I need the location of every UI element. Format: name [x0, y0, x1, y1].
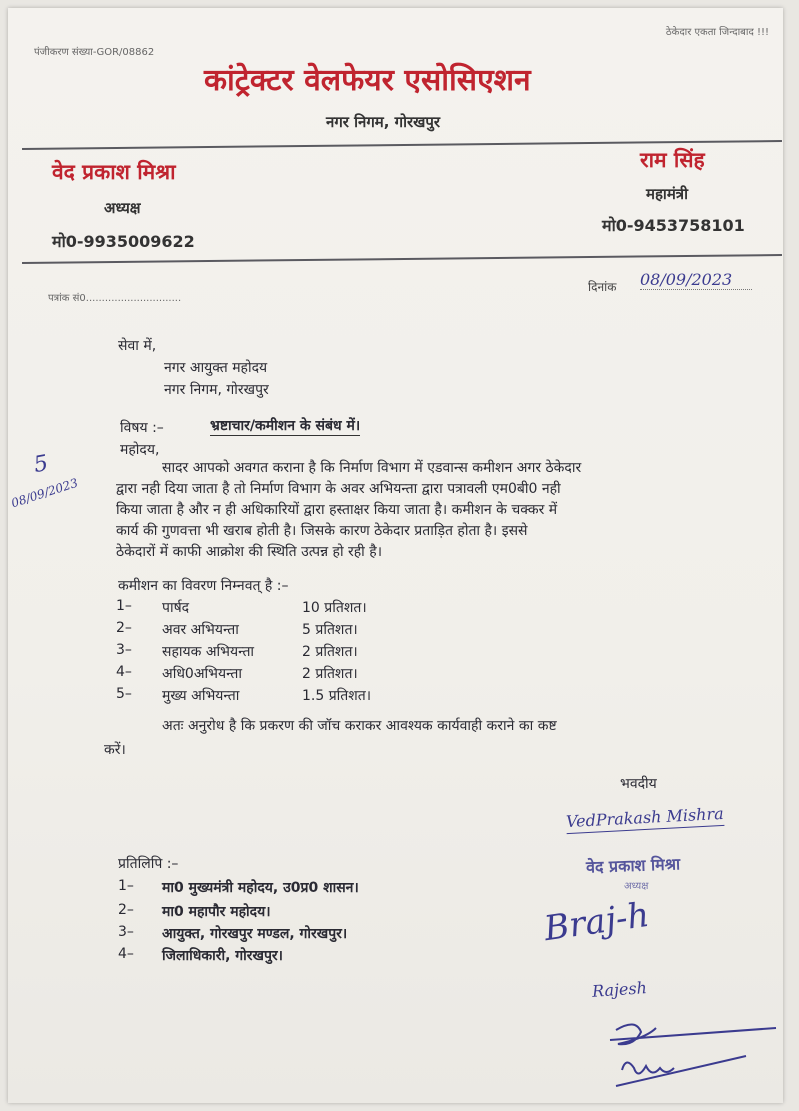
- president-name: वेद प्रकाश मिश्रा: [52, 160, 176, 184]
- signature-rajesh: Rajesh: [591, 978, 648, 1001]
- request-line-2: करें।: [104, 742, 126, 758]
- commission-role: सहायक अभियन्ता: [162, 644, 255, 660]
- commission-rate: 5 प्रतिशत।: [302, 622, 358, 638]
- body-line-3: किया जाता है और न ही अधिकारियों द्वारा हस्ताक्षर किया जाता है। कमीशन के चक्कर में: [116, 502, 558, 518]
- request-line-1: अतः अनुरोध है कि प्रकरण की जॉच कराकर आवश्यक कार्यवाही कराने का कष्ट: [162, 718, 557, 734]
- commission-heading: कमीशन का विवरण निम्नवत् है :–: [118, 578, 289, 594]
- commission-num: 5–: [116, 686, 132, 702]
- secretary-title: महामंत्री: [646, 185, 688, 203]
- commission-num: 2–: [116, 620, 132, 636]
- letter-page: [8, 8, 783, 1103]
- commission-rate: 1.5 प्रतिशत।: [302, 688, 372, 704]
- header-divider-bottom: [22, 254, 782, 264]
- commission-num: 4–: [116, 664, 132, 680]
- commission-num: 3–: [116, 642, 132, 658]
- president-stamp-name: वेद प्रकाश मिश्रा: [585, 854, 681, 877]
- date-label: दिनांक: [588, 280, 617, 294]
- patrank-label: पत्रांक सं0..............................: [48, 293, 182, 304]
- copy-num: 3–: [118, 924, 134, 940]
- secretary-name: राम सिंह: [640, 148, 705, 172]
- commission-role: अधि0अभियन्ता: [162, 666, 243, 682]
- organization-name: कांट्रेक्टर वेलफेयर एसोसिएशन: [204, 63, 531, 98]
- secretary-mobile: मो0-9453758101: [602, 216, 745, 235]
- president-stamp-title: अध्यक्ष: [624, 881, 649, 892]
- addressee-line2: नगर आयुक्त महोदय: [164, 360, 268, 376]
- commission-role: पार्षद: [162, 600, 190, 616]
- commission-role: अवर अभियन्ता: [162, 622, 239, 638]
- margin-note-date: 08/09/2023: [9, 475, 80, 511]
- commission-num: 1–: [116, 598, 132, 614]
- body-line-5: ठेकेदारों में काफी आक्रोश की स्थिति उत्पन्न हो रही है।: [116, 544, 382, 560]
- salutation: महोदय,: [120, 442, 160, 458]
- signature-secretary: Braj-h: [541, 894, 652, 950]
- body-line-2: द्वारा नही दिया जाता है तो निर्माण विभाग के अवर अभियन्ता द्वारा पत्रावली एम0बी0 नही: [116, 481, 561, 497]
- date-value: 08/09/2023: [640, 270, 752, 290]
- addressee-line3: नगर निगम, गोरखपुर: [164, 382, 269, 398]
- body-line-4: कार्य की गुणवत्ता भी खराब होती है। जिसके कारण ठेकेदार प्रताड़ित होता है। इससे: [116, 523, 528, 539]
- copy-text: जिलाधिकारी, गोरखपुर।: [162, 948, 283, 964]
- copy-num: 4–: [118, 946, 134, 962]
- president-mobile: मो0-9935009622: [52, 232, 195, 251]
- copy-text: आयुक्त, गोरखपुर मण्डल, गोरखपुर।: [162, 926, 348, 942]
- copy-text: मा0 महापौर महोदय।: [162, 904, 271, 920]
- commission-role: मुख्य अभियन्ता: [162, 688, 240, 704]
- copy-num: 1–: [118, 878, 134, 894]
- commission-rate: 2 प्रतिशत।: [302, 644, 358, 660]
- organization-place: नगर निगम, गोरखपुर: [326, 113, 441, 131]
- copy-heading: प्रतिलिपि :–: [118, 856, 179, 872]
- copy-num: 2–: [118, 902, 134, 918]
- body-line-1: सादर आपको अवगत कराना है कि निर्माण विभाग में एडवान्स कमीशन अगर ठेकेदार: [162, 460, 582, 476]
- addressee-line1: सेवा में,: [118, 338, 157, 354]
- president-title: अध्यक्ष: [104, 199, 141, 217]
- subject-text: भ्रष्टाचार/कमीशन के संबंध में।: [210, 418, 361, 434]
- commission-rate: 10 प्रतिशत।: [302, 600, 367, 616]
- signature-president: VedPrakash Mishra: [566, 804, 725, 834]
- margin-note-mark: 5: [31, 450, 51, 479]
- closing: भवदीय: [620, 776, 657, 792]
- subject-label: विषय :–: [120, 420, 164, 436]
- registration-number: पंजीकरण संख्या-GOR/08862: [34, 47, 155, 58]
- commission-rate: 2 प्रतिशत।: [302, 666, 358, 682]
- header-slogan: ठेकेदार एकता जिन्दाबाद !!!: [665, 27, 769, 38]
- signature-scribbles: [596, 1010, 786, 1100]
- copy-text: मा0 मुख्यमंत्री महोदय, उ0प्र0 शासन।: [162, 880, 359, 896]
